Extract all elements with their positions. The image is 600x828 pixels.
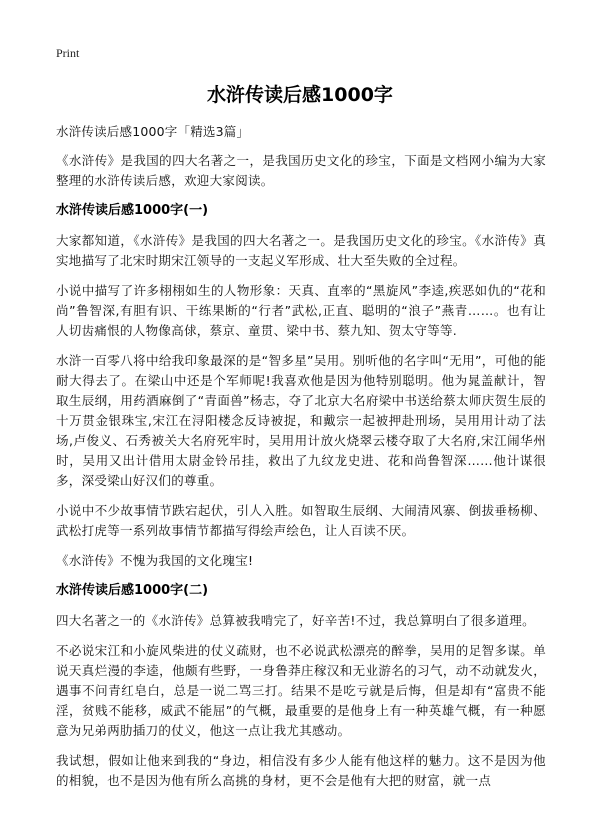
section-2-paragraph: 我试想，假如让他来到我的“身边，相信没有多少人能有他这样的魅力。这不是因为他的相貌，也不是因为他有所么高挑的身材，更不会是他有大把的财富，就一点 (56, 753, 546, 788)
section-heading-1: 水浒传读后感1000字(一) (56, 203, 209, 218)
section-1-paragraph: 小说中描写了许多栩栩如生的人物形象：天真、直率的“黑旋风”李逵,疾恶如仇的“花和尚”鲁智深,有胆有识、干练果断的“行者”武松,正直、聪明的“浪子”燕青……。也有让人切齿痛恨的人物像高俅，蔡京、童贯、梁中书、蔡九知、贺太守等等. (56, 283, 546, 338)
section-heading-2: 水浒传读后感1000字(二) (56, 583, 209, 598)
intro-paragraph: 《水浒传》是我国的四大名著之一，是我国历史文化的珍宝，下面是文档网小编为大家整理的水浒传读后感，欢迎大家阅读。 (56, 153, 546, 188)
section-1-paragraph: 《水浒传》不愧为我国的文化瑰宝! (56, 553, 254, 568)
section-1-paragraph: 水浒一百零八将中给我印象最深的是“智多星”吴用。别听他的名字叫“无用”，可他的能耐大得去了。在梁山中还是个军师呢!我喜欢他是因为他特别聪明。他为晁盖献计，智取生辰纲，用药酒麻倒了“青面兽”杨志，夺了北京大名府梁中书送给蔡太师庆贺生辰的十万贯金银珠宝,宋江在浔阳楼念反诗被捉，和戴宗一起被押赴刑场，吴用用计动了法场,卢俊义、石秀被关大名府死牢时，吴用用计放火烧翠云楼夺取了大名府,宋江闹华州时，吴用又出计借用太尉金铃吊挂，救出了九纹龙史进、花和尚鲁智深……他计谋很多，深受梁山好汉们的尊重。 (56, 353, 546, 488)
page-title: 水浒传读后感1000字 (207, 84, 393, 106)
section-1-paragraph: 小说中不少故事情节跌宕起伏，引人入胜。如智取生辰纲、大闹清风寨、倒拔垂杨柳、武松打虎等一系列故事情节都描写得绘声绘色，让人百读不厌。 (56, 503, 546, 538)
section-2-paragraph: 四大名著之一的《水浒传》总算被我啃完了，好辛苦!不过，我总算明白了很多道理。 (56, 613, 535, 628)
article-body (56, 122, 546, 801)
article-subtitle: 水浒传读后感1000字「精选3篇」 (56, 124, 250, 139)
section-2-paragraph: 不必说宋江和小旋风柴进的仗义疏财，也不必说武松漂亮的醉拳，吴用的足智多谋。单说天真烂漫的李逵，他颇有些野，一身鲁莽庄稼汉和无业游名的习气，动不动就发火，遇事不问青红皂白，总是一说二骂三打。结果不是吃亏就是后悔，但是却有“富贵不能淫，贫贱不能移，威武不能屈”的气概，最重要的是他身上有一种英雄气概，有一种愿意为兄弟两肋插刀的仗义，他这一点让我尤其感动。 (56, 643, 546, 738)
section-1-paragraph: 大家都知道，《水浒传》是我国的四大名著之一。是我国历史文化的珍宝。《水浒传》真实地描写了北宋时期宋江领导的一支起义军形成、壮大至失败的全过程。 (56, 233, 546, 268)
print-link[interactable]: Print (56, 46, 80, 60)
